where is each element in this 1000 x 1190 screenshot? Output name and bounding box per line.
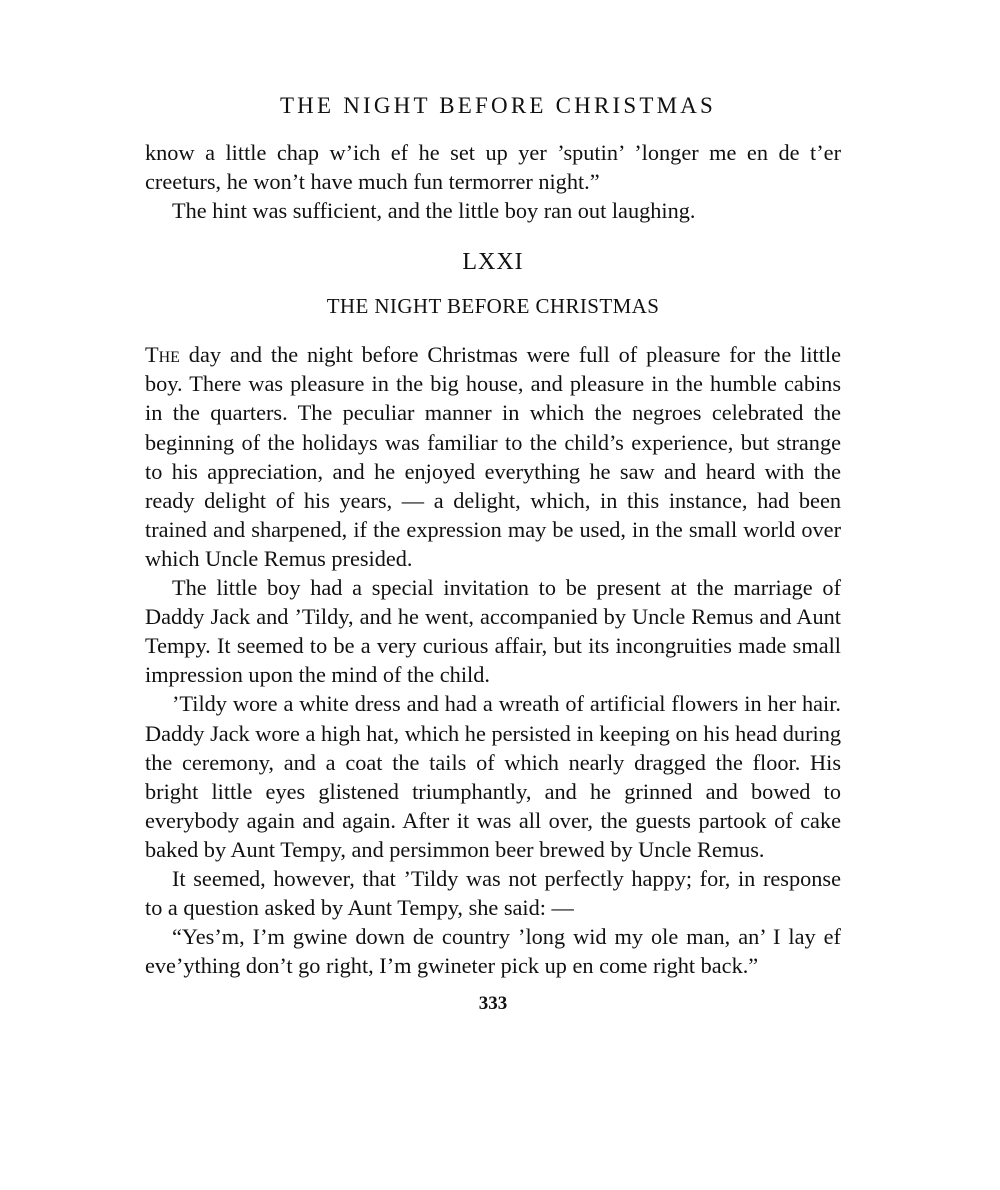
running-head: THE NIGHT BEFORE CHRISTMAS bbox=[279, 93, 717, 118]
chapter-opening-paragraph bbox=[145, 340, 841, 573]
paragraph: The hint was sufficient, and the little boy ran out laughing. bbox=[172, 198, 696, 224]
continued-paragraph: know a little chap w’ich ef he set up yer ’sputin’ ’longer me en de t’er creeturs, he won’t have much fun termorrer night.” bbox=[145, 140, 841, 195]
chapter-title: THE NIGHT BEFORE CHRISTMAS bbox=[326, 294, 660, 319]
paragraph: It seemed, however, that ’Tildy was not perfectly happy; for, in response to a question asked by Aunt Tempy, she said: — bbox=[145, 865, 841, 921]
chapter-number: LXXI bbox=[462, 249, 524, 276]
chapter-body bbox=[145, 340, 841, 980]
paragraph: “Yes’m, I’m gwine down de country ’long wid my ole man, an’ I lay ef eve’ything don’t go right, I’m gwineter pick up en come right back.” bbox=[145, 924, 841, 979]
opening-paragraph-text: day and the night before Christmas were full of pleasure for the little boy. There was pleasure in the big house, and pleasure in the humble cabins in the quarters. The peculiar manner in which the negroes celebrated the beginning of the holidays was familiar to the child’s experience, but strange to his appreciation, and he enjoyed everything he saw and heard with the ready delight of his years, — a delight, which, in this instance, had been trained and sharpened, if the expression may be used, in the small world over which Uncle Remus presided. bbox=[145, 342, 841, 571]
page-number: 333 bbox=[478, 993, 508, 1015]
small-caps-lead-word: The bbox=[145, 342, 180, 368]
paragraph: ’Tildy wore a white dress and had a wreath of artificial flowers in her hair. Daddy Jack wore a high hat, which he persisted in keeping on his head during the ceremony, and a coat the tails of which nearly dragged the floor. His bright little eyes glistened triumphantly, and he grinned and bowed to everybody again and again. After it was all over, the guests partook of cake baked by Aunt Tempy, and persimmon beer brewed by Uncle Remus. bbox=[145, 691, 841, 862]
paragraph: The little boy had a special invitation to be present at the marriage of Daddy Jack and ’Tildy, and he went, accompanied by Uncle Remus and Aunt Tempy. It seemed to be a very curious affair, but its incongruities made small impression upon the mind of the child. bbox=[145, 575, 841, 688]
book-page bbox=[145, 90, 841, 1018]
